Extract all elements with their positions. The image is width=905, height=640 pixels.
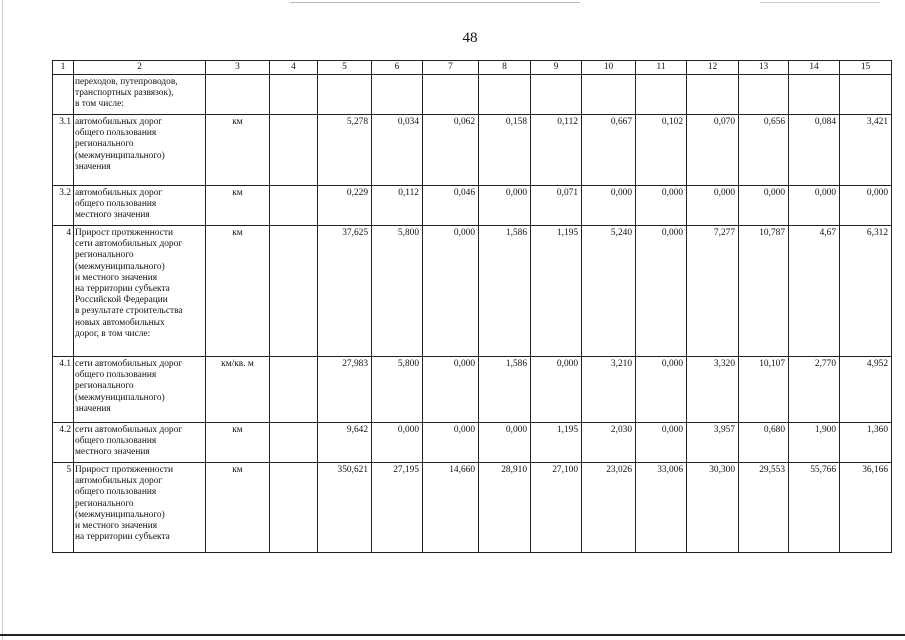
row-index: 3.1 — [53, 115, 74, 186]
value-cell — [318, 75, 372, 115]
header-cell-7: 7 — [423, 61, 479, 75]
row-name: автомобильных дорог общего пользования регионального (межмуниципального) значения — [74, 115, 206, 186]
row-index — [53, 75, 74, 115]
value-cell: 1,360 — [840, 423, 892, 463]
value-cell: 0,000 — [582, 186, 636, 226]
value-cell: 0,112 — [531, 115, 582, 186]
value-cell: 0,000 — [423, 423, 479, 463]
value-cell: 0,000 — [687, 186, 739, 226]
value-cell: 0,000 — [531, 357, 582, 423]
row-name: сети автомобильных дорог общего пользования регионального (межмуниципального) значения — [74, 357, 206, 423]
value-cell: 1,900 — [789, 423, 840, 463]
value-cell: 33,006 — [636, 463, 687, 553]
header-cell-10: 10 — [582, 61, 636, 75]
header-cell-13: 13 — [739, 61, 789, 75]
row-name: сети автомобильных дорог общего пользования местного значения — [74, 423, 206, 463]
value-cell: 4,67 — [789, 226, 840, 357]
row-col4 — [270, 75, 318, 115]
header-cell-8: 8 — [479, 61, 531, 75]
value-cell — [531, 75, 582, 115]
row-col4 — [270, 115, 318, 186]
value-cell — [582, 75, 636, 115]
table-row — [53, 423, 892, 463]
value-cell: 3,957 — [687, 423, 739, 463]
value-cell: 29,553 — [739, 463, 789, 553]
row-unit: км — [206, 423, 270, 463]
value-cell: 9,642 — [318, 423, 372, 463]
header-cell-6: 6 — [372, 61, 423, 75]
table-row — [53, 75, 892, 115]
value-cell: 4,952 — [840, 357, 892, 423]
value-cell: 27,983 — [318, 357, 372, 423]
row-col4 — [270, 463, 318, 553]
value-cell: 3,210 — [582, 357, 636, 423]
header-cell-14: 14 — [789, 61, 840, 75]
value-cell: 0,000 — [840, 186, 892, 226]
value-cell — [423, 75, 479, 115]
value-cell: 0,667 — [582, 115, 636, 186]
value-cell: 1,586 — [479, 226, 531, 357]
value-cell: 23,026 — [582, 463, 636, 553]
value-cell: 0,062 — [423, 115, 479, 186]
row-index: 3.2 — [53, 186, 74, 226]
value-cell — [479, 75, 531, 115]
top-scan-line — [290, 2, 580, 3]
value-cell: 350,621 — [318, 463, 372, 553]
row-unit: км — [206, 115, 270, 186]
top-scan-line-right — [760, 2, 880, 3]
value-cell — [636, 75, 687, 115]
page-number: 48 — [462, 30, 478, 46]
value-cell: 1,195 — [531, 226, 582, 357]
row-index: 4.1 — [53, 357, 74, 423]
value-cell: 0,158 — [479, 115, 531, 186]
row-index: 4.2 — [53, 423, 74, 463]
value-cell: 0,000 — [739, 186, 789, 226]
header-cell-2: 2 — [74, 61, 206, 75]
value-cell: 5,800 — [372, 226, 423, 357]
value-cell: 6,312 — [840, 226, 892, 357]
row-name: автомобильных дорог общего пользования местного значения — [74, 186, 206, 226]
header-cell-5: 5 — [318, 61, 372, 75]
value-cell: 27,100 — [531, 463, 582, 553]
value-cell: 5,800 — [372, 357, 423, 423]
value-cell: 5,278 — [318, 115, 372, 186]
row-name: переходов, путепроводов, транспортных развязок), в том числе: — [74, 75, 206, 115]
value-cell: 55,766 — [789, 463, 840, 553]
table-row — [53, 463, 892, 553]
header-cell-1: 1 — [53, 61, 74, 75]
value-cell: 0,000 — [789, 186, 840, 226]
row-unit: км — [206, 463, 270, 553]
value-cell: 7,277 — [687, 226, 739, 357]
value-cell: 2,770 — [789, 357, 840, 423]
value-cell: 36,166 — [840, 463, 892, 553]
value-cell: 3,320 — [687, 357, 739, 423]
header-cell-15: 15 — [840, 61, 892, 75]
value-cell: 0,000 — [636, 423, 687, 463]
value-cell: 0,000 — [636, 357, 687, 423]
row-col4 — [270, 226, 318, 357]
value-cell: 0,000 — [423, 226, 479, 357]
bottom-scan-line — [0, 634, 905, 636]
value-cell: 1,586 — [479, 357, 531, 423]
row-unit: км/кв. м — [206, 357, 270, 423]
header-cell-9: 9 — [531, 61, 582, 75]
value-cell: 0,000 — [479, 423, 531, 463]
row-name: Прирост протяженности сети автомобильных дорог регионального (межмуниципального) и местного значения на территории субъекта Российской Федерации в результате строительства новых автомобильных дорог, в том числе: — [74, 226, 206, 357]
row-name: Прирост протяженности автомобильных дорог общего пользования регионального (межмуниципального) и местного значения на территории субъекта — [74, 463, 206, 553]
row-index: 4 — [53, 226, 74, 357]
value-cell: 0,000 — [636, 186, 687, 226]
value-cell: 27,195 — [372, 463, 423, 553]
value-cell — [789, 75, 840, 115]
table-row — [53, 186, 892, 226]
value-cell: 37,625 — [318, 226, 372, 357]
value-cell: 30,300 — [687, 463, 739, 553]
value-cell: 28,910 — [479, 463, 531, 553]
value-cell: 0,034 — [372, 115, 423, 186]
value-cell: 0,046 — [423, 186, 479, 226]
value-cell: 0,000 — [423, 357, 479, 423]
value-cell: 10,107 — [739, 357, 789, 423]
table-row — [53, 226, 892, 357]
value-cell — [840, 75, 892, 115]
value-cell: 10,787 — [739, 226, 789, 357]
header-cell-11: 11 — [636, 61, 687, 75]
value-cell: 0,102 — [636, 115, 687, 186]
value-cell: 0,229 — [318, 186, 372, 226]
data-table — [52, 60, 892, 553]
header-cell-4: 4 — [270, 61, 318, 75]
value-cell — [372, 75, 423, 115]
row-col4 — [270, 423, 318, 463]
header-cell-12: 12 — [687, 61, 739, 75]
value-cell: 0,000 — [636, 226, 687, 357]
header-row — [53, 61, 892, 75]
value-cell: 0,112 — [372, 186, 423, 226]
value-cell — [739, 75, 789, 115]
value-cell: 0,656 — [739, 115, 789, 186]
value-cell: 0,070 — [687, 115, 739, 186]
value-cell: 0,000 — [479, 186, 531, 226]
table-row — [53, 357, 892, 423]
value-cell — [687, 75, 739, 115]
value-cell: 5,240 — [582, 226, 636, 357]
value-cell: 0,071 — [531, 186, 582, 226]
table-row — [53, 115, 892, 186]
row-unit — [206, 75, 270, 115]
row-col4 — [270, 357, 318, 423]
value-cell: 0,680 — [739, 423, 789, 463]
value-cell: 1,195 — [531, 423, 582, 463]
value-cell: 0,000 — [372, 423, 423, 463]
row-col4 — [270, 186, 318, 226]
value-cell: 2,030 — [582, 423, 636, 463]
value-cell: 14,660 — [423, 463, 479, 553]
page-edge-line — [2, 0, 3, 640]
row-unit: км — [206, 226, 270, 357]
value-cell: 0,084 — [789, 115, 840, 186]
row-index: 5 — [53, 463, 74, 553]
row-unit: км — [206, 186, 270, 226]
header-cell-3: 3 — [206, 61, 270, 75]
value-cell: 3,421 — [840, 115, 892, 186]
